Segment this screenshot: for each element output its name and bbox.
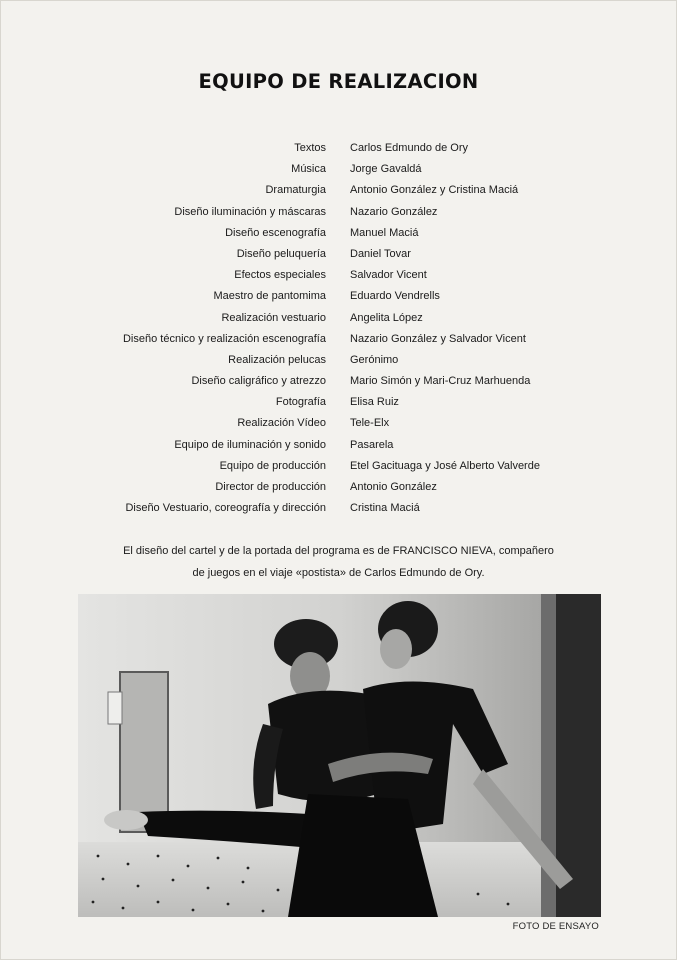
- credit-role: Diseño técnico y realización escenografía: [122, 332, 326, 345]
- credit-name: Angelita López: [350, 311, 423, 324]
- credit-role: Realización pelucas: [228, 353, 326, 366]
- credit-row: [0, 202, 677, 223]
- credit-row: [0, 477, 677, 498]
- credit-row: [0, 286, 677, 307]
- credit-row: [0, 456, 677, 477]
- credit-name: Cristina Maciá: [350, 502, 420, 515]
- credit-row: [0, 308, 677, 329]
- credit-row: [0, 159, 677, 180]
- credit-row: [0, 329, 677, 350]
- credit-name: Carlos Edmundo de Ory: [350, 142, 468, 154]
- credit-role: Diseño caligráfico y atrezzo: [191, 375, 326, 388]
- rehearsal-photo-image: [78, 594, 601, 917]
- credit-role: Maestro de pantomima: [213, 290, 326, 303]
- credit-row: [0, 498, 677, 519]
- credit-name: Elisa Ruiz: [350, 396, 399, 409]
- credit-name: Gerónimo: [350, 353, 399, 366]
- credit-row: [0, 180, 677, 201]
- credits-list: [0, 138, 677, 519]
- credit-role: Diseño Vestuario, coreografía y dirección: [125, 502, 326, 515]
- credit-row: [0, 392, 677, 413]
- credit-role: Equipo de iluminación y sonido: [174, 438, 326, 451]
- credit-role: Director de producción: [215, 481, 326, 493]
- credit-role: Diseño peluquería: [236, 247, 326, 260]
- design-note-line-2: de juegos en el viaje «postista» de Carlos Edmundo de Ory.: [192, 567, 485, 579]
- credit-name: Tele-Elx: [350, 417, 390, 430]
- credit-name: Jorge Gavaldá: [350, 163, 422, 176]
- credit-name: Nazario González: [350, 205, 438, 218]
- rehearsal-photo: [78, 594, 601, 917]
- credit-name: Antonio González: [350, 481, 437, 493]
- credit-name: Salvador Vicent: [350, 269, 427, 282]
- photo-caption: FOTO DE ENSAYO: [512, 921, 599, 932]
- credit-role: Fotografía: [275, 396, 326, 409]
- credit-name: Mario Simón y Mari-Cruz Marhuenda: [350, 375, 531, 388]
- credit-name: Nazario González y Salvador Vicent: [350, 332, 526, 345]
- credit-row: [0, 265, 677, 286]
- credit-row: [0, 350, 677, 371]
- credit-name: Eduardo Vendrells: [350, 290, 440, 303]
- credit-role: Equipo de producción: [219, 459, 326, 472]
- credit-name: Etel Gacituaga y José Alberto Valverde: [350, 459, 540, 472]
- credit-role: Música: [291, 163, 326, 176]
- credit-row: [0, 435, 677, 456]
- credit-name: Manuel Maciá: [350, 226, 419, 239]
- credit-role: Diseño iluminación y máscaras: [174, 205, 326, 218]
- credit-role: Diseño escenografía: [225, 226, 326, 239]
- credit-role: Realización Vídeo: [237, 417, 326, 430]
- credit-name: Daniel Tovar: [350, 247, 411, 260]
- credit-row: [0, 244, 677, 265]
- design-note-line-1: El diseño del cartel y de la portada del programa es de FRANCISCO NIEVA, compañero: [123, 545, 554, 557]
- design-note: [60, 540, 617, 584]
- credit-row: [0, 371, 677, 392]
- credit-row: [0, 223, 677, 244]
- credit-role: Realización vestuario: [221, 311, 326, 324]
- credit-name: Pasarela: [350, 438, 394, 451]
- credit-row: [0, 413, 677, 434]
- credit-row: [0, 138, 677, 159]
- credit-name: Antonio González y Cristina Maciá: [350, 184, 519, 197]
- credit-role: Efectos especiales: [234, 269, 326, 282]
- credit-role: Dramaturgia: [265, 184, 326, 197]
- page-title: EQUIPO DE REALIZACION: [198, 70, 479, 93]
- credit-role: Textos: [294, 142, 326, 154]
